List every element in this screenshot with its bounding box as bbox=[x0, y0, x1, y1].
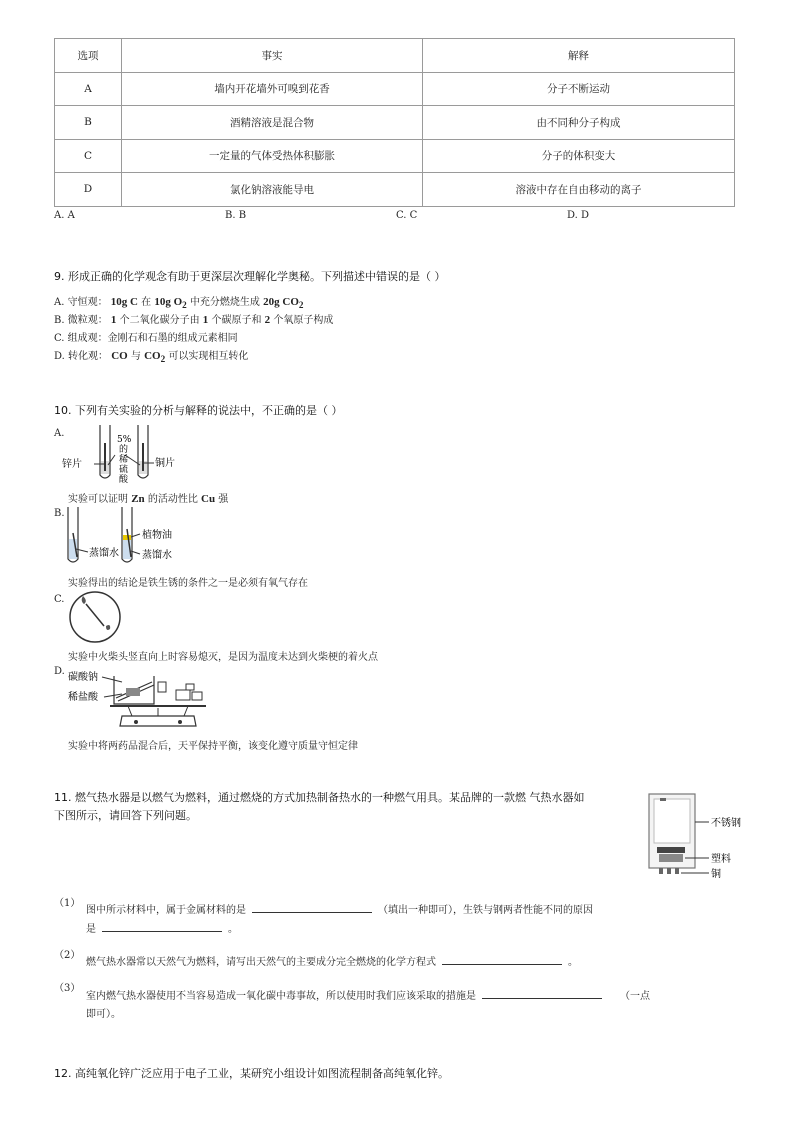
formula-subscript: 2 bbox=[160, 354, 166, 365]
q10-option-d-text: 实验中将两药品混合后，天平保持平衡，该变化遵守质量守恒定律 bbox=[68, 741, 358, 752]
table-cell: 溶液中存在自由移动的离子 bbox=[423, 173, 735, 207]
formula: 10g C bbox=[110, 296, 138, 308]
acid-label: 5% bbox=[117, 435, 132, 445]
q11-part3-line2: 即可）。 bbox=[86, 1009, 121, 1020]
q9-option-a[interactable] bbox=[54, 293, 303, 310]
answer-blank[interactable] bbox=[442, 954, 562, 965]
q11-part2-line bbox=[86, 953, 578, 968]
acid-label: 稀 bbox=[119, 455, 129, 465]
formula bbox=[263, 296, 304, 311]
question-text: 图中所示材料中，属于金属材料的是 bbox=[86, 905, 246, 916]
option-text: 中充分燃烧生成 bbox=[189, 297, 260, 308]
option-text: 与 bbox=[130, 351, 141, 362]
option-label: B. 微粒观： bbox=[54, 315, 108, 326]
question-11-stem-line1: 11. 燃气热水器是以燃气为燃料，通过燃烧的方式加热制备热水的一种燃气用具。某品牌的一款燃 气热水器如 bbox=[54, 791, 585, 804]
q9-option-c[interactable]: C. 组成观：金刚石和石墨的组成元素相同 bbox=[54, 333, 238, 344]
q10-option-c-label[interactable]: C. bbox=[54, 594, 65, 605]
option-text: 在 bbox=[141, 297, 152, 308]
table-cell: 氯化钠溶液能导电 bbox=[122, 173, 423, 207]
option-text: 个二氧化碳分子由 bbox=[119, 315, 200, 326]
acid-label: 硫 bbox=[119, 465, 129, 475]
table-cell: D bbox=[55, 173, 122, 207]
table-cell: 分子的体积变大 bbox=[423, 139, 735, 173]
dilute-hcl-label: 稀盐酸 bbox=[68, 692, 98, 703]
formula bbox=[154, 296, 187, 311]
q9-option-d[interactable] bbox=[54, 347, 248, 364]
question-11-stem-line2: 下图所示，请回答下列问题。 bbox=[54, 809, 197, 822]
formula: Cu bbox=[201, 493, 216, 505]
question-text: 是 bbox=[86, 924, 96, 935]
question-text: 燃气热水器常以天然气为燃料，请写出天然气的主要成分完全燃烧的化学方程式 bbox=[86, 957, 436, 968]
question-12-stem: 12. 高纯氧化锌广泛应用于电子工业，某研究小组设计如图流程制备高纯氧化锌。 bbox=[54, 1067, 449, 1080]
formula bbox=[144, 350, 166, 365]
q10-option-c-text: 实验中火柴头竖直向上时容易熄灭，是因为温度未达到火柴梗的着火点 bbox=[68, 652, 378, 663]
table-cell: 一定量的气体受热体积膨胀 bbox=[122, 139, 423, 173]
q11-part1-line1 bbox=[86, 901, 593, 916]
question-10-stem: 10. 下列有关实验的分析与解释的说法中，不正确的是（ ） bbox=[54, 404, 343, 417]
table-header-row bbox=[55, 39, 735, 73]
sub-question-number: （1） bbox=[54, 898, 81, 909]
table-row bbox=[55, 173, 735, 207]
formula: 2 bbox=[264, 314, 271, 326]
formula-subscript: 2 bbox=[182, 300, 187, 311]
question-text: 。 bbox=[228, 924, 238, 935]
option-text: 个氧原子构成 bbox=[273, 315, 334, 326]
zinc-label: 锌片 bbox=[62, 459, 82, 470]
table-row bbox=[55, 72, 735, 106]
q10-option-b-text: 实验得出的结论是铁生锈的条件之一是必须有氧气存在 bbox=[68, 578, 308, 589]
stainless-steel-label: 不锈钢 bbox=[711, 818, 741, 829]
table-header-cell: 事实 bbox=[122, 39, 423, 73]
formula: 1 bbox=[110, 314, 117, 326]
plastic-label: 塑料 bbox=[711, 854, 731, 865]
formula-main: 20g CO bbox=[263, 296, 299, 308]
answer-blank[interactable] bbox=[102, 921, 222, 932]
question-text: 室内燃气热水器使用不当容易造成一氧化碳中毒事故，所以使用时我们应该采取的措施是 bbox=[86, 991, 476, 1002]
sub-question-number: （3） bbox=[54, 983, 81, 994]
question-text: 。 bbox=[568, 957, 578, 968]
acid-label: 酸 bbox=[119, 475, 129, 485]
option-text: 的活动性比 bbox=[147, 494, 198, 505]
q10-option-d-label[interactable]: D. bbox=[54, 666, 65, 677]
question-text: （填出一种即可），生铁与钢两者性能不同的原因 bbox=[378, 905, 593, 916]
distilled-water-label: 蒸馏水 bbox=[142, 550, 172, 561]
q11-part1-line2 bbox=[86, 920, 238, 935]
q11-part3-line1 bbox=[86, 987, 650, 1002]
copper-label: 铜片 bbox=[155, 458, 175, 469]
q9-option-b[interactable] bbox=[54, 311, 333, 326]
copper-label: 铜 bbox=[711, 869, 721, 880]
q10-option-b-label[interactable]: B. bbox=[54, 508, 65, 519]
zinc-copper-acid-diagram bbox=[60, 423, 210, 485]
table-cell: 墙内开花墙外可嗅到花香 bbox=[122, 72, 423, 106]
formula-subscript: 2 bbox=[298, 300, 304, 311]
choice-c[interactable]: C. C bbox=[396, 210, 418, 221]
q10-option-a-label[interactable]: A. bbox=[54, 428, 65, 439]
option-label: D. 转化观： bbox=[54, 351, 109, 362]
q10-option-a-text bbox=[68, 490, 228, 505]
formula: CO bbox=[111, 350, 128, 362]
facts-table bbox=[54, 38, 735, 207]
table-cell: 酒精溶液是混合物 bbox=[122, 106, 423, 140]
formula: 1 bbox=[202, 314, 209, 326]
option-text: 可以实现相互转化 bbox=[168, 351, 249, 362]
table-header-cell: 解释 bbox=[423, 39, 735, 73]
vegetable-oil-label: 植物油 bbox=[142, 530, 172, 541]
table-cell: C bbox=[55, 139, 122, 173]
balance-experiment-diagram bbox=[66, 668, 226, 732]
answer-blank[interactable] bbox=[252, 902, 372, 913]
distilled-water-label: 蒸馏水 bbox=[89, 548, 119, 559]
table-row bbox=[55, 139, 735, 173]
match-burning-diagram bbox=[68, 590, 128, 644]
table-row bbox=[55, 106, 735, 140]
choice-d[interactable]: D. D bbox=[567, 210, 590, 221]
option-text: 实验可以证明 bbox=[68, 494, 128, 505]
water-heater-diagram bbox=[645, 792, 755, 882]
iron-rust-diagram bbox=[60, 505, 210, 567]
option-text: 强 bbox=[218, 494, 229, 505]
choice-b[interactable]: B. B bbox=[225, 210, 247, 221]
question-text: （一点 bbox=[620, 991, 650, 1002]
sub-question-number: （2） bbox=[54, 950, 81, 961]
question-9-stem: 9. 形成正确的化学观念有助于更深层次理解化学奥秘。下列描述中错误的是（ ） bbox=[54, 270, 446, 283]
table-cell: 由不同种分子构成 bbox=[423, 106, 735, 140]
sodium-carbonate-label: 碳酸钠 bbox=[68, 672, 98, 683]
acid-label: 的 bbox=[119, 445, 129, 455]
table-cell: 分子不断运动 bbox=[423, 72, 735, 106]
table-cell: B bbox=[55, 106, 122, 140]
table-header-cell: 选项 bbox=[55, 39, 122, 73]
answer-blank[interactable] bbox=[482, 988, 602, 999]
option-label: A. 守恒观： bbox=[54, 297, 108, 308]
formula-main: CO bbox=[144, 350, 161, 362]
formula: Zn bbox=[131, 493, 145, 505]
table-cell: A bbox=[55, 72, 122, 106]
option-text: 个碳原子和 bbox=[211, 315, 262, 326]
choice-a[interactable]: A. A bbox=[54, 210, 75, 221]
formula-main: 10g O bbox=[154, 296, 183, 308]
